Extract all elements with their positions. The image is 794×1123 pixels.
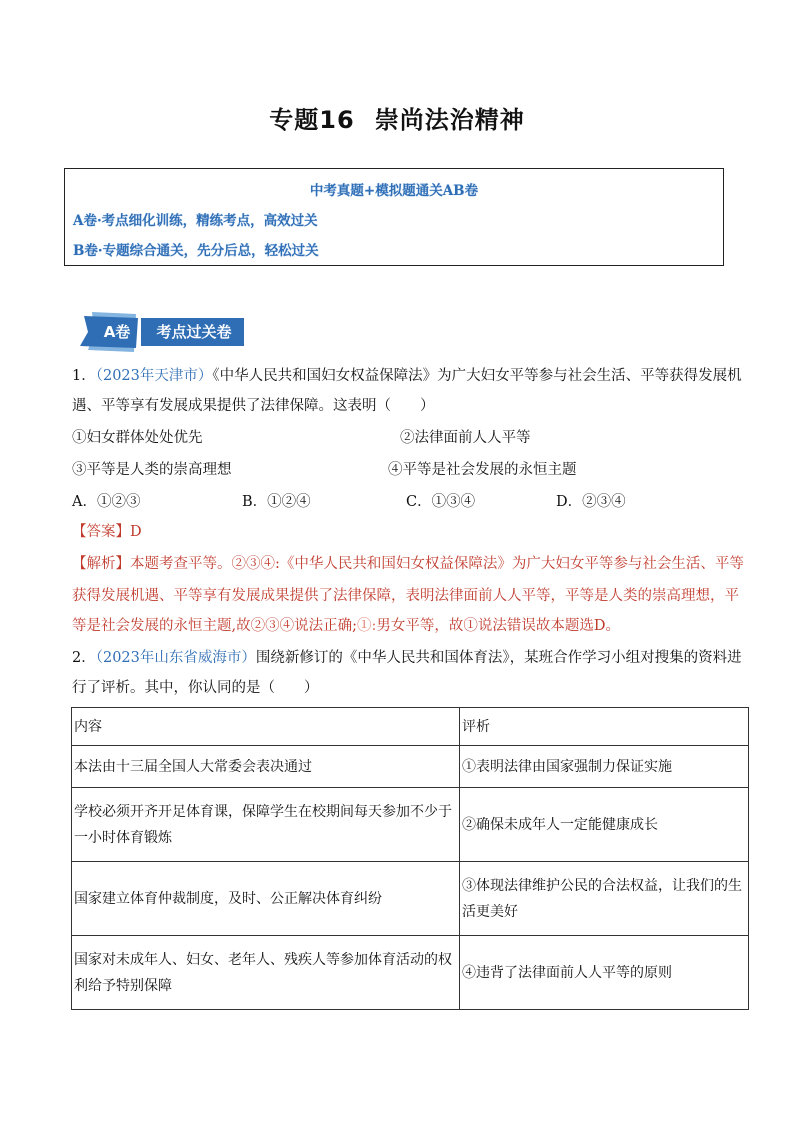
q1-stem-line-1 (72, 366, 742, 386)
q1-stem-1: 《中华人民共和国妇女权益保障法》为广大妇女平等参与社会生活、平等获得发展机 (212, 368, 742, 384)
q2-table (71, 707, 749, 1010)
q2-stem-line-1 (72, 648, 742, 668)
q1-source: （2023年天津市） (95, 368, 213, 384)
table-cell-content: 本法由十三届全国人大常委会表决通过 (72, 746, 460, 788)
q1-analysis-3a: 等是社会发展的永恒主题,故②③④说法正确; (72, 618, 357, 634)
q2-stem-1: 围绕新修订的《中华人民共和国体育法》，某班合作学习小组对搜集的资料进 (255, 650, 742, 666)
info-box-line-b: B卷·专题综合通关，先分后总，轻松过关 (73, 243, 319, 259)
title-label: 专题16 (269, 106, 355, 134)
q1-analysis-3c: 男女平等，故①说法错误故本题选D。 (376, 618, 621, 634)
table-cell-content: 国家对未成年人、妇女、老年人、残疾人等参加体育活动的权利给予特别保障 (72, 936, 460, 1010)
table-cell-content: 学校必须开齐开足体育课，保障学生在校期间每天参加不少于一小时体育锻炼 (72, 788, 460, 862)
q1-analysis-line-3 (72, 616, 620, 636)
q2-source: （2023年山东省威海市） (95, 650, 256, 666)
banner-left-label: A卷 (103, 323, 131, 341)
table-cell-analysis: ①表明法律由国家强制力保证实施 (460, 746, 749, 788)
q1-stem-2: 遇、平等享有发展成果提供了法律保障。这表明（ ） (72, 398, 435, 414)
q2-number: 2． (72, 650, 96, 666)
table-header-analysis: 评析 (460, 708, 749, 746)
table-row (72, 936, 749, 1010)
q1-option-c: C．①③④ (406, 494, 476, 510)
info-box (64, 168, 724, 266)
table-cell-analysis: ④违背了法律面前人人平等的原则 (460, 936, 749, 1010)
table-row (72, 788, 749, 862)
q1-analysis-3b: ①: (357, 618, 377, 634)
q1-analysis-1: 本题考查平等。②③④:《中华人民共和国妇女权益保障法》为广大妇女平等参与社会生活、平等 (130, 556, 744, 572)
q1-statement-2: ②法律面前人人平等 (400, 430, 531, 446)
q1-analysis-line-1 (72, 554, 744, 574)
page-title (0, 100, 794, 135)
q1-statement-4: ④平等是社会发展的永恒主题 (388, 462, 577, 478)
q1-answer (72, 522, 142, 542)
table-cell-analysis: ②确保未成年人一定能健康成长 (460, 788, 749, 862)
q2-stem-2: 行了评析。其中，你认同的是（ ） (72, 680, 319, 696)
q1-option-d: D．②③④ (556, 494, 626, 510)
table-cell-content: 国家建立体育仲裁制度，及时、公正解决体育纠纷 (72, 862, 460, 936)
q1-analysis-2: 获得发展机遇、平等享有发展成果提供了法律保障，表明法律面前人人平等，平等是人类的崇高理想，平 (72, 588, 739, 604)
q1-statement-1: ①妇女群体处处优先 (72, 430, 203, 446)
q1-number: 1． (72, 368, 96, 384)
q1-option-b: B．①②④ (242, 494, 311, 510)
table-header-row (72, 708, 749, 746)
table-header-content: 内容 (72, 708, 460, 746)
title-topic: 崇尚法治精神 (374, 106, 525, 134)
info-box-line-a: A卷·考点细化训练，精练考点，高效过关 (73, 213, 318, 229)
q1-answer-value: D (130, 524, 142, 540)
q1-analysis-label: 【解析】 (72, 556, 130, 572)
banner-right-label: 考点过关卷 (156, 323, 232, 341)
section-banner (74, 312, 244, 352)
q1-answer-label: 【答案】 (72, 524, 130, 540)
table-cell-analysis: ③体现法律维护公民的合法权益，让我们的生活更美好 (460, 862, 749, 936)
table-row (72, 862, 749, 936)
table-row (72, 746, 749, 788)
info-box-heading: 中考真题+模拟题通关AB卷 (309, 183, 479, 199)
q1-statement-3: ③平等是人类的崇高理想 (72, 462, 232, 478)
q1-option-a: A．①②③ (72, 494, 141, 510)
